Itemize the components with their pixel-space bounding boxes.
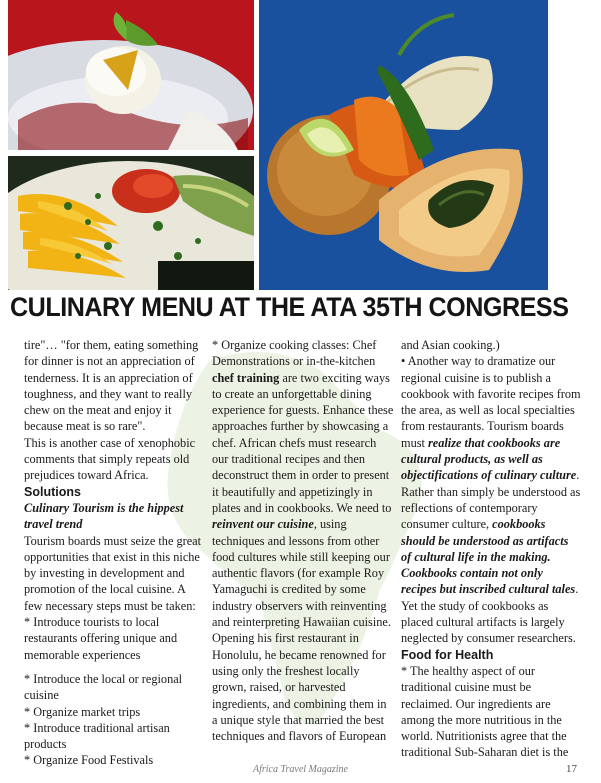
paragraph: Tourism boards must seize the great opportunities that exist in this niche by investing in development and promotion of the local cuisine. A few necessary steps must be taken:	[24, 533, 202, 613]
list-item: * Introduce tourists to local restaurants offering unique and memorable experiences	[24, 615, 178, 662]
text-run: * Organize cooking classes: Chef Demonstrations or in-the-kitchen	[212, 338, 377, 369]
paragraph: and Asian cooking.)	[401, 338, 500, 352]
paragraph: This is another case of xenophobic comments that simply repeats old prejudices toward Africa.	[24, 435, 196, 483]
page-number: 17	[566, 763, 577, 775]
section-heading-solutions: Solutions	[24, 484, 81, 499]
rice-dish-photo	[8, 0, 254, 150]
page-title: CULINARY MENU AT THE ATA 35TH CONGRESS	[10, 292, 569, 322]
text-run: • Another way to dramatize our regional cuisine is to publish a cookbook with favorite recipes from the area, as well as local specialties from restaurants. Tourism boards must	[401, 354, 581, 450]
list-item: * Organize market trips	[24, 704, 141, 719]
bold-italic-text: realize that cookbooks are cultural products, as well as objectifications of culinary culture	[401, 435, 577, 483]
paragraph	[212, 337, 394, 744]
text-run: . Rather than simply be understood as reflections of contemporary consumer culture,	[401, 468, 581, 532]
text-run: , using techniques and lessons from other food cultures while still keeping our authentic flavors (for example Roy Yamaguchi is credited by some industry observers with reinventing and reinterpreting Hawaiian cuisine. Opening his first restaurant in Honolulu, he became renowned for using only the freshest locally grown, raised, or harvested ingredients, and combining them in a unique style that married the best techniques and flavors of European	[212, 517, 391, 744]
list-item: * Organize Food Festivals	[24, 753, 154, 768]
bold-italic-text: cookbooks should be understood as artifacts of cultural life in the making. Cookbooks contain not only recipes but inscribed cultural tales	[401, 517, 576, 597]
list-item: * Introduce traditional artisan products	[24, 720, 170, 752]
section-heading-food-for-health: Food for Health	[401, 647, 494, 662]
subheading-text: Culinary Tourism is the hippest travel trend	[24, 500, 184, 532]
bold-italic-text: reinvent our cuisine	[212, 517, 314, 532]
paragraph: * The healthy aspect of our traditional cuisine must be reclaimed. Our ingredients are among the more nutritious in the world. Nutritionists agree that the traditional Sub-Saharan diet is the	[401, 663, 569, 760]
article-column-1	[24, 337, 206, 769]
text-run: are two exciting ways to create an unforgettable dining experience for guests. Enhance these approaches further by showcasing a chef. African chefs must research our traditional recipes and then deconstruct them in order to present it beautifully and appetizingly in plates and in cookbooks. We need to	[212, 370, 394, 515]
list-item: * Introduce the local or regional cuisine	[24, 671, 183, 703]
paragraph	[401, 353, 581, 646]
magazine-name: Africa Travel Magazine	[253, 764, 348, 775]
article-column-3	[401, 337, 581, 761]
article-column-2	[212, 337, 394, 744]
fish-couscous-photo	[259, 0, 548, 290]
section-subheading	[24, 500, 206, 533]
bold-text: chef training	[212, 370, 280, 385]
mango-salad-photo	[8, 156, 254, 290]
text-run: . Yet the study of cookbooks as placed cultural artifacts is largely neglected by consumer researchers.	[401, 582, 579, 646]
paragraph: tire"… "for them, eating something for dinner is not an appreciation of tenderness. It is an appreciation of toughness, and they want to really chew on the meat and enjoy it because meat is so rare".	[24, 338, 199, 434]
